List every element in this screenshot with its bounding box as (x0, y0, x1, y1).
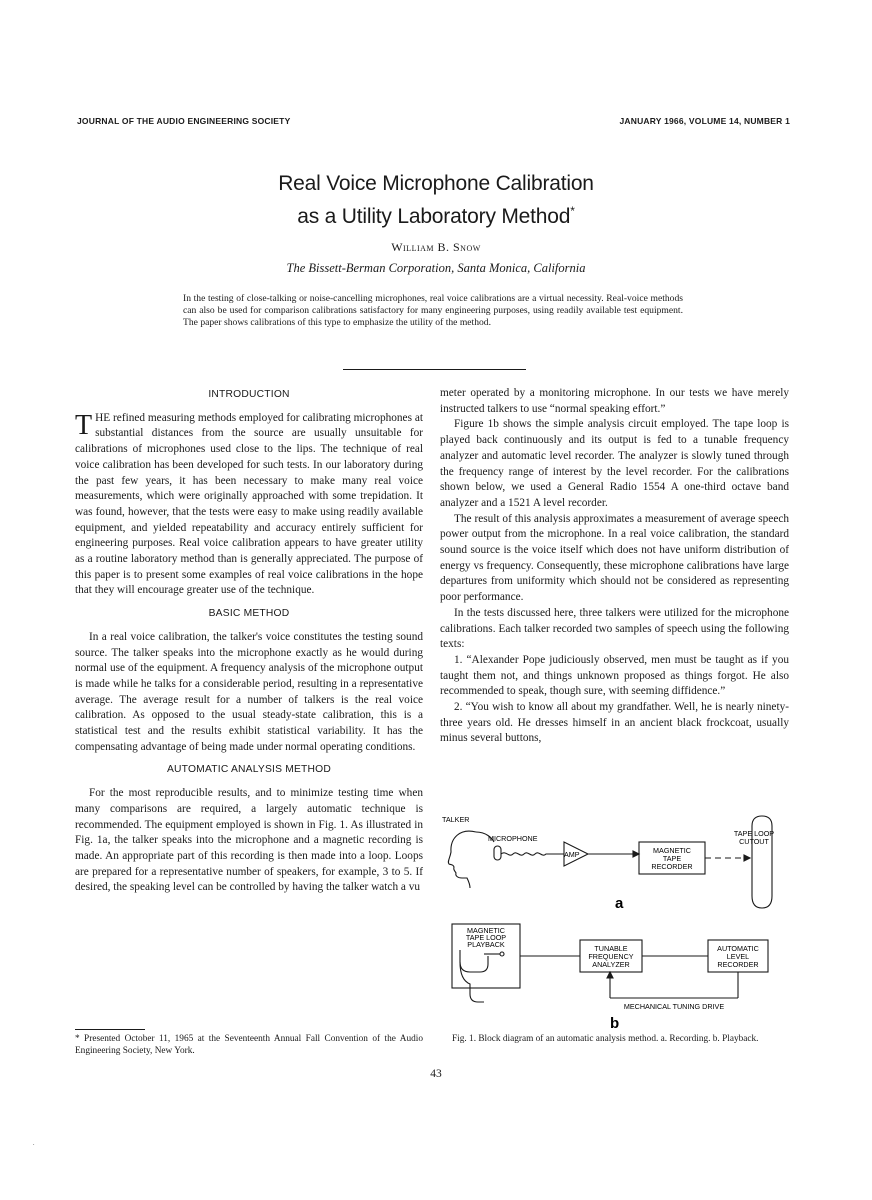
label-a: a (615, 895, 624, 912)
right-paragraph-1: meter operated by a monitoring microphone. In our tests we have merely instructed talkers to use “normal speaking effort.” (440, 387, 789, 415)
scan-speck: . (33, 1141, 35, 1147)
label-cutout-1: TAPE LOOP (733, 829, 775, 838)
right-paragraph-5: 1. “Alexander Pope judiciously observed, men must be taught as if you taught them not, and things unknown proposed as things forgot. He also recommended to speak, though sure, with seeming diffidence.” (440, 653, 789, 698)
right-paragraph-2: Figure 1b shows the simple analysis circuit employed. The tape loop is played back continuously and its output is fed to a tunable frequency analyzer and automatic level recorder. The analyzer is slowly tuned through the frequency range of interest by the level recorder. For the calibrations shown below, we used a General Radio 1554 A one-third octave band analyzer and a 1521 A level recorder. (440, 418, 789, 509)
introduction-heading: INTRODUCTION (208, 389, 290, 400)
left-column (75, 387, 423, 896)
right-paragraph-6: 2. “You wish to know all about my grandfather. Well, he is nearly ninety-three years old. He dresses himself in an ancient black frockcoat, usually minus several buttons, (440, 701, 789, 745)
label-playback-1: MAGNETIC (467, 926, 505, 935)
footnote: * Presented October 11, 1965 at the Seventeenth Annual Fall Convention of the Audio Engineering Society, New York. (75, 1034, 423, 1056)
right-paragraph-4: In the tests discussed here, three talkers were utilized for the microphone calibrations. Each talker recorded two samples of speech using the following texts: (440, 606, 789, 651)
label-drive: MECHANICAL TUNING DRIVE (623, 1002, 725, 1011)
label-analyzer-1: TUNABLE (594, 944, 628, 953)
automatic-analysis-heading: AUTOMATIC ANALYSIS METHOD (166, 764, 332, 776)
author-name: William B. Snow (391, 240, 481, 254)
drop-cap: T (75, 409, 93, 441)
label-levelrec-1: AUTOMATIC (717, 944, 759, 953)
page-number: 43 (430, 1068, 442, 1080)
label-recorder-1: MAGNETIC (653, 846, 691, 855)
label-levelrec-2: LEVEL (726, 952, 750, 961)
label-analyzer-3: ANALYZER (592, 960, 630, 969)
footnote-divider (75, 1029, 145, 1030)
label-recorder-2: TAPE (662, 854, 682, 863)
abstract: In the testing of close-talking or noise-cancelling microphones, real voice calibrations are a virtual necessity. Real-voice methods can also be used for comparison calibrations satisfactory for many engineering purposes, using readily available test equipment. The paper shows calibrations of this type to emphasize the utility of the method. (183, 293, 683, 329)
label-analyzer-2: FREQUENCY (588, 952, 634, 961)
label-levelrec-3: RECORDER (717, 960, 759, 969)
title-line-1: Real Voice Microphone Calibration (278, 172, 594, 195)
right-paragraph-3: The result of this analysis approximates a measurement of average speech power output from the microphone. In a real voice calibration, the standard sound source is the voice itself which does not have uniform distribution of energy vs frequency. Consequently, these microphone calibrations have large departures from uniformity which should not be considered as representing poor performance. (440, 512, 789, 604)
label-cutout-2: CUTOUT (739, 837, 769, 846)
introduction-text: HE refined measuring methods employed for calibrating microphones at substantial distances from the source are usually unsuitable for calibrations of microphones used close to the lips. The technique of real voice calibration has been developed for such tests. In our laboratory during the past few years, it has been necessary to make many real voice measurements, which were originally approached with some trepidation. It was found, however, that the tests were easy to make using readily available equipment, and yielded repeatability and accuracy entirely sufficient for engineering purposes. Real voice calibration appears to have greater utility as a routine laboratory method than is generally appreciated. The purpose of this paper is to present some examples of real voice calibrations in the hope that they will encourage greater use of the technique. (75, 411, 423, 597)
title-line-2 (0, 204, 872, 229)
label-playback-3: PLAYBACK (467, 940, 505, 949)
journal-name: JOURNAL OF THE AUDIO ENGINEERING SOCIETY (77, 116, 291, 126)
microphone-icon (494, 846, 501, 860)
basic-method-heading: BASIC METHOD (208, 608, 290, 620)
abstract-divider (343, 369, 526, 370)
label-microphone: MICROPHONE (488, 834, 538, 843)
figure-1-block-diagram (440, 812, 790, 1030)
microphone-cable (501, 853, 564, 855)
right-column (440, 386, 789, 747)
title-line-2-text: as a Utility Laboratory Method (297, 205, 571, 228)
issue-info: JANUARY 1966, VOLUME 14, NUMBER 1 (619, 116, 790, 126)
introduction-paragraph (75, 411, 423, 599)
figure-caption: Fig. 1. Block diagram of an automatic analysis method. a. Recording. b. Playback. (452, 1034, 759, 1044)
author-affiliation: The Bissett-Berman Corporation, Santa Monica, California (286, 261, 586, 275)
label-amp: AMP (564, 850, 580, 859)
basic-method-paragraph: In a real voice calibration, the talker's voice constitutes the testing sound source. The talker speaks into the microphone exactly as he would during normal use of the equipment. A frequency analysis of the microphone output is made while he talks for a considerable period, resulting in a representative average. The average result for a number of talkers is the real voice calibration. As opposed to the usual steady-state calibration, this is a statistical test and the results exhibit statistical variability. It has the compensating advantage of being made under normal operating conditions. (75, 630, 423, 753)
title-footnote-marker: * (570, 204, 575, 218)
label-playback-2: TAPE LOOP (465, 933, 507, 942)
label-recorder-3: RECORDER (651, 862, 693, 871)
label-b: b (610, 1015, 620, 1030)
label-talker: TALKER (442, 815, 470, 824)
automatic-analysis-paragraph: For the most reproducible results, and to minimize testing time when many comparisons are required, a largely automatic technique is recommended. The equipment employed is shown in Fig. 1. As illustrated in Fig. 1a, the talker speaks into the microphone and a magnetic recording is made. An appropriate part of this recording is then made into a loop. Loops are prepared for a representative number of speakers, for example, 3 to 5. If desired, the speaking level can be controlled by having the talker watch a vu (75, 787, 423, 894)
talker-head-icon (448, 831, 476, 888)
